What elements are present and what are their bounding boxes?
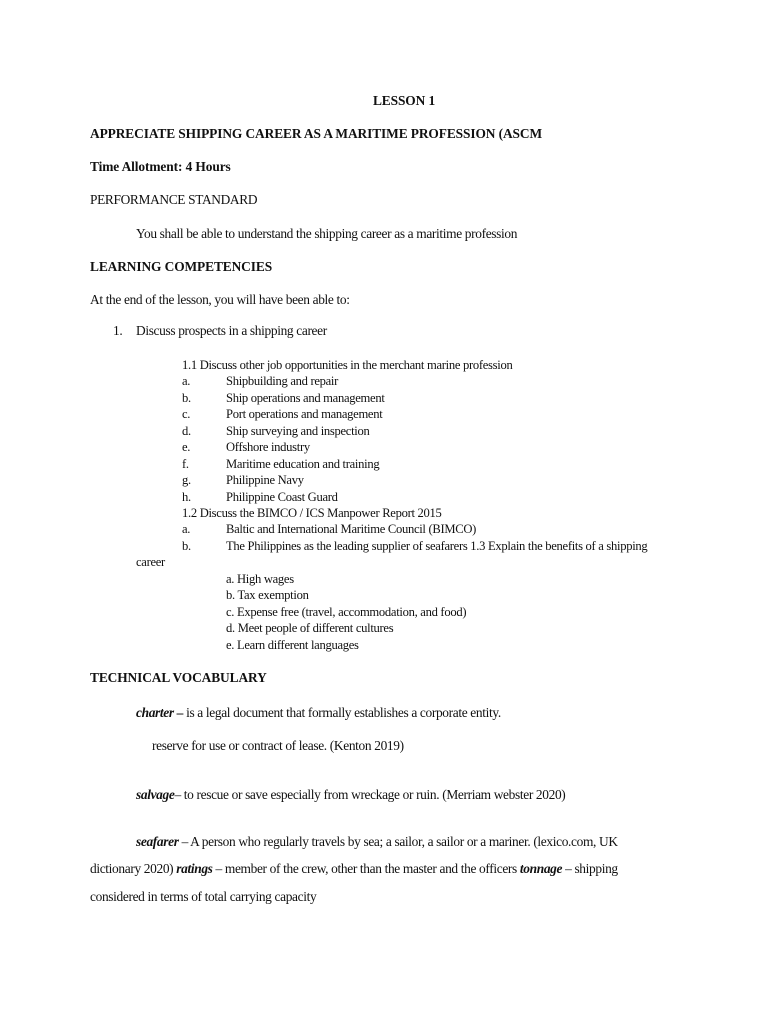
list-item: Philippine Navy: [226, 473, 304, 487]
vocab-term: tonnage: [519, 861, 563, 876]
list-letter: h.: [182, 490, 191, 504]
vocab-entry-seafarer: [136, 834, 618, 850]
main-heading: APPRECIATE SHIPPING CAREER AS A MARITIME PROFESSION (ASCM: [90, 126, 542, 141]
list-item: Baltic and International Maritime Council (BIMCO): [226, 522, 477, 536]
list-item-continuation: career: [136, 555, 165, 569]
vocab-definition: – to rescue or save especially from wreckage or ruin. (Merriam webster 2020): [174, 787, 566, 802]
subsection-heading: 1.1 Discuss other job opportunities in the merchant marine profession: [182, 358, 513, 372]
list-letter: b.: [182, 391, 191, 405]
list-item: Offshore industry: [226, 440, 310, 454]
list-item: Ship surveying and inspection: [226, 424, 370, 438]
vocab-definition: – A person who regularly travels by sea; a sailor, a sailor or a mariner. (lexico.com, UK: [178, 834, 618, 849]
list-letter: b.: [182, 539, 191, 553]
list-letter: c.: [182, 407, 191, 421]
vocab-term: charter –: [136, 705, 184, 720]
vocab-term: ratings: [176, 861, 213, 876]
benefit-item: a. High wages: [226, 572, 294, 586]
vocab-definition: – member of the crew, other than the master and the officers: [212, 861, 520, 876]
vocab-paragraph-line: considered in terms of total carrying capacity: [90, 889, 317, 904]
list-item: The Philippines as the leading supplier of seafarers 1.3 Explain the benefits of a shipping: [226, 539, 648, 553]
vocab-definition: – shipping: [562, 861, 618, 876]
vocab-term: salvage: [136, 787, 175, 802]
vocab-text: dictionary 2020): [90, 861, 177, 876]
vocab-paragraph-line: [90, 861, 618, 877]
list-letter: f.: [182, 457, 189, 471]
vocab-term: seafarer: [136, 834, 179, 849]
technical-vocabulary-heading: TECHNICAL VOCABULARY: [90, 670, 267, 685]
vocab-entry-charter: [136, 705, 501, 721]
benefit-item: b. Tax exemption: [226, 588, 309, 602]
list-letter: e.: [182, 440, 191, 454]
subsection-heading: 1.2 Discuss the BIMCO / ICS Manpower Report 2015: [182, 506, 442, 520]
competencies-intro: At the end of the lesson, you will have been able to:: [90, 292, 350, 307]
lesson-title: LESSON 1: [372, 93, 436, 108]
vocab-definition: is a legal document that formally establishes a corporate entity.: [183, 705, 501, 720]
list-letter: a.: [182, 374, 191, 388]
vocab-entry-salvage: [136, 787, 565, 803]
list-item: Shipbuilding and repair: [226, 374, 339, 388]
list-letter: a.: [182, 522, 191, 536]
list-item: Philippine Coast Guard: [226, 490, 338, 504]
learning-competencies-heading: LEARNING COMPETENCIES: [90, 259, 273, 274]
list-item: Maritime education and training: [226, 457, 380, 471]
list-item: Discuss prospects in a shipping career: [136, 323, 327, 338]
vocab-definition-continuation: reserve for use or contract of lease. (Kenton 2019): [152, 738, 404, 753]
benefit-item: d. Meet people of different cultures: [226, 621, 394, 635]
list-letter: d.: [182, 424, 191, 438]
list-item: Port operations and management: [226, 407, 383, 421]
list-number: 1.: [113, 323, 123, 338]
list-letter: g.: [182, 473, 191, 487]
performance-standard-heading: PERFORMANCE STANDARD: [90, 192, 258, 207]
list-item: Ship operations and management: [226, 391, 385, 405]
benefit-item: e. Learn different languages: [226, 638, 359, 652]
benefit-item: c. Expense free (travel, accommodation, and food): [226, 605, 467, 619]
time-allotment: Time Allotment: 4 Hours: [90, 159, 231, 174]
performance-standard-text: You shall be able to understand the shipping career as a maritime profession: [136, 226, 518, 241]
